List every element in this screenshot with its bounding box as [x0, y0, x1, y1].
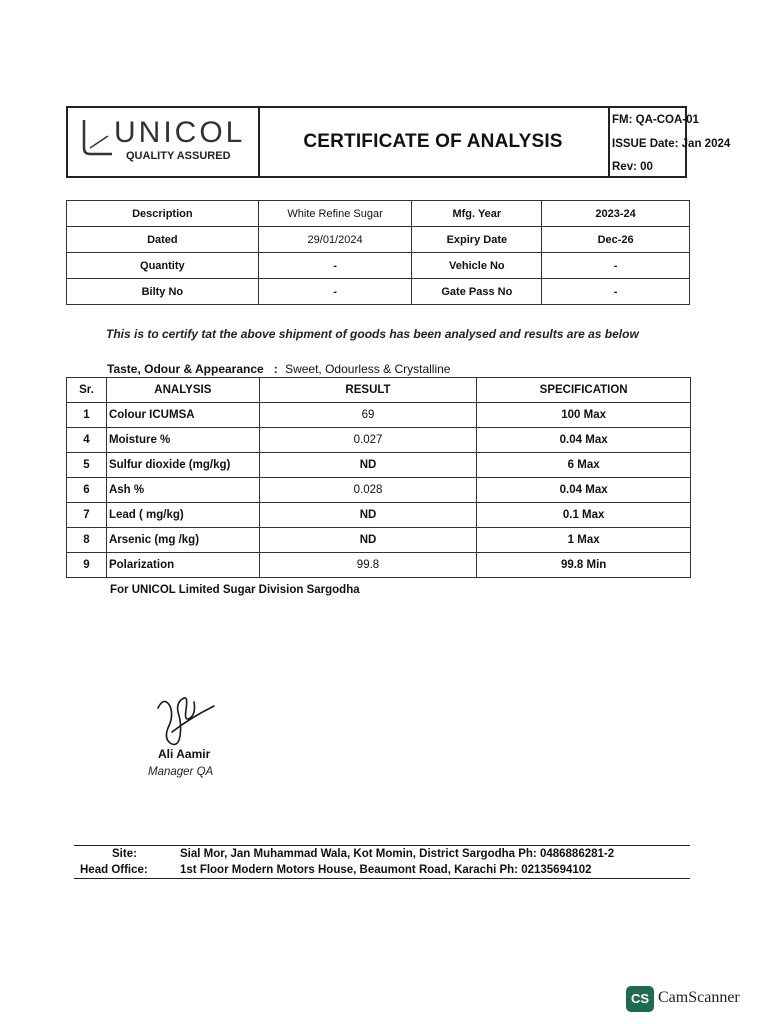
row-result: ND	[259, 503, 477, 528]
row-analysis: Colour ICUMSA	[106, 403, 259, 428]
bilty-value: -	[258, 279, 412, 305]
footer-rule-bottom	[74, 878, 690, 879]
description-label: Description	[67, 201, 259, 227]
shipment-info-table	[66, 200, 690, 305]
table-row	[67, 253, 690, 279]
signatory-title: Manager QA	[148, 766, 214, 778]
table-row	[67, 279, 690, 305]
mfg-year-label: Mfg. Year	[412, 201, 542, 227]
header-specification: SPECIFICATION	[477, 378, 691, 403]
row-result: 69	[259, 403, 477, 428]
footer-rule-top	[74, 845, 690, 846]
row-specification: 1 Max	[477, 528, 691, 553]
issue-date: ISSUE Date: Jan 2024	[612, 138, 731, 150]
row-result: 0.027	[259, 428, 477, 453]
unicol-logo	[68, 108, 260, 176]
header-sr: Sr.	[67, 378, 107, 403]
row-specification: 100 Max	[477, 403, 691, 428]
head-office-label: Head Office:	[80, 864, 148, 876]
dated-label: Dated	[67, 227, 259, 253]
table-row	[67, 227, 690, 253]
row-specification: 6 Max	[477, 453, 691, 478]
row-result: 0.028	[259, 478, 477, 503]
camscanner-logo-icon: CS	[626, 986, 654, 1012]
table-row	[67, 453, 691, 478]
head-office-address: 1st Floor Modern Motors House, Beaumont Road, Karachi Ph: 02135694102	[180, 864, 592, 876]
row-analysis: Ash %	[106, 478, 259, 503]
row-specification: 0.04 Max	[477, 428, 691, 453]
row-specification: 0.1 Max	[477, 503, 691, 528]
table-row	[67, 553, 691, 578]
vehicle-label: Vehicle No	[412, 253, 542, 279]
table-row	[67, 478, 691, 503]
handwritten-signature	[150, 688, 220, 753]
taste-label: Taste, Odour & Appearance	[107, 362, 264, 376]
taste-separator: :	[273, 362, 278, 376]
quantity-value: -	[258, 253, 412, 279]
quantity-label: Quantity	[67, 253, 259, 279]
row-result: ND	[259, 453, 477, 478]
document-title: CERTIFICATE OF ANALYSIS	[303, 131, 563, 152]
for-company-line: For UNICOL Limited Sugar Division Sargodha	[110, 584, 360, 596]
row-specification: 0.04 Max	[477, 478, 691, 503]
row-analysis: Moisture %	[106, 428, 259, 453]
header-analysis: ANALYSIS	[106, 378, 259, 403]
table-row	[67, 201, 690, 227]
row-result: 99.8	[259, 553, 477, 578]
table-row	[67, 403, 691, 428]
row-sr: 7	[67, 503, 107, 528]
vehicle-value: -	[542, 253, 690, 279]
row-sr: 9	[67, 553, 107, 578]
expiry-value: Dec-26	[542, 227, 690, 253]
gatepass-label: Gate Pass No	[412, 279, 542, 305]
document-header	[66, 106, 731, 178]
certify-statement: This is to certify tat the above shipment of goods has been analysed and results are as below	[106, 327, 639, 341]
row-sr: 8	[67, 528, 107, 553]
revision: Rev: 00	[612, 161, 653, 173]
row-analysis: Sulfur dioxide (mg/kg)	[106, 453, 259, 478]
signatory-name: Ali Aamir	[158, 747, 211, 761]
title-cell	[258, 108, 610, 176]
logo-wordmark: UNICOL	[114, 116, 246, 149]
site-label: Site:	[112, 848, 137, 860]
row-analysis: Lead ( mg/kg)	[106, 503, 259, 528]
mfg-year-value: 2023-24	[542, 201, 690, 227]
logo-tagline: QUALITY ASSURED	[126, 150, 231, 162]
row-specification: 99.8 Min	[477, 553, 691, 578]
taste-value: Sweet, Odourless & Crystalline	[285, 362, 451, 376]
row-result: ND	[259, 528, 477, 553]
expiry-label: Expiry Date	[412, 227, 542, 253]
taste-line	[107, 362, 450, 376]
table-row	[67, 528, 691, 553]
camscanner-watermark: CamScanner	[658, 989, 740, 1006]
site-address: Sial Mor, Jan Muhammad Wala, Kot Momin, District Sargodha Ph: 0486886281-2	[180, 848, 615, 860]
form-meta	[608, 108, 731, 176]
unicol-logo-mark-icon	[78, 118, 114, 156]
table-header-row	[67, 378, 691, 403]
row-sr: 4	[67, 428, 107, 453]
analysis-table	[66, 377, 691, 578]
dated-value: 29/01/2024	[258, 227, 412, 253]
row-sr: 6	[67, 478, 107, 503]
bilty-label: Bilty No	[67, 279, 259, 305]
row-sr: 5	[67, 453, 107, 478]
table-row	[67, 428, 691, 453]
table-row	[67, 503, 691, 528]
row-sr: 1	[67, 403, 107, 428]
row-analysis: Polarization	[106, 553, 259, 578]
header-result: RESULT	[259, 378, 477, 403]
row-analysis: Arsenic (mg /kg)	[106, 528, 259, 553]
form-number: FM: QA-COA-01	[612, 114, 699, 126]
description-value: White Refine Sugar	[258, 201, 412, 227]
gatepass-value: -	[542, 279, 690, 305]
